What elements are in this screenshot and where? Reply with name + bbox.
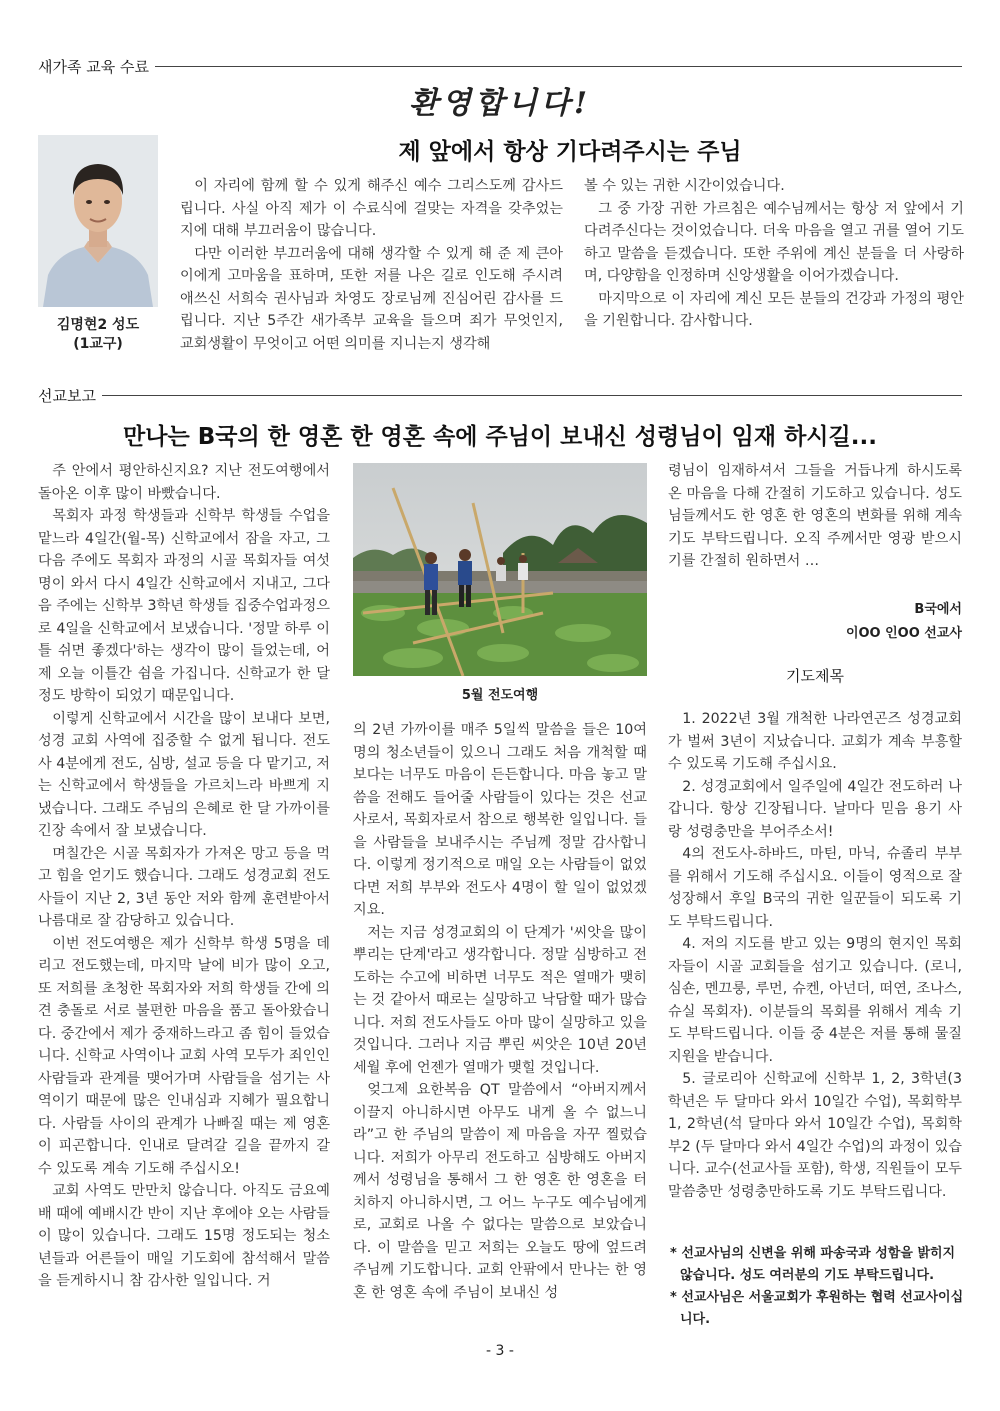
testimony-column-left bbox=[180, 175, 563, 355]
sign-names: 이OO 인OO 선교사 bbox=[845, 626, 962, 641]
paragraph: 마지막으로 이 자리에 계신 모든 분들의 건강과 가정의 평안을 기원합니다. 감사합니다. bbox=[584, 290, 964, 329]
paragraph: 이렇게 신학교에서 시간을 많이 보내다 보면, 성경 교회 사역에 집중할 수 없게 됩니다. 전도사 4분에게 전도, 심방, 설교 등을 다 맡기고, 저는 신학교에서 학생들을 가르치느라 바쁘게 지냈습니다. 그래도 주님의 은혜로 한 달 가까이를 긴장 속에서 잘 보냈습니다. bbox=[38, 710, 330, 839]
footnote: * 선교사님의 신변을 위해 파송국과 성함을 밝히지 않습니다. 성도 여러분의 기도 부탁드립니다. bbox=[670, 1246, 956, 1283]
paragraph: 교회 사역도 만만치 않습니다. 아직도 금요예배 때에 예배시간 반이 지난 후에야 오는 사람들이 많이 있습니다. 그래도 15명 정도되는 청소년들과 어른들이 매일 기도회에 참석해서 말씀을 듣게하시니 참 감사한 일입니다. 거 bbox=[38, 1183, 330, 1289]
paragraph: 엊그제 요한복음 QT 말씀에서 “아버지께서 이끌지 아니하시면 아무도 내게 올 수 없느니라”고 한 주님의 말씀이 제 마음을 자꾸 찔렀습니다. 저희가 아무리 전도하고 심방해도 아버지께서 성령님을 통해서 그 한 영혼 한 영혼을 터치하지 아니하시면, 그 어느 누구도 예수님에게로, 교회로 나올 수 없다는 말씀으로 보았습니다. 이 말씀을 믿고 저희는 오늘도 땅에 엎드려 주님께 기도합니다. 교회 안팎에서 만나는 한 영혼 한 영혼 속에 주님이 보내신 성 bbox=[353, 1082, 647, 1301]
section-label: 선교보고 bbox=[38, 386, 96, 405]
prayer-item: 4의 전도사-하바드, 마틴, 마닉, 슈졸리 부부를 위해서 기도해 주십시요. 이들이 영적으로 잘 성장해서 후일 B국의 귀한 일꾼들이 되도록 기도 부탁드립니다. bbox=[668, 846, 962, 930]
mission-column-1 bbox=[38, 460, 330, 1293]
mission-column-2 bbox=[353, 719, 647, 1304]
portrait-photo bbox=[38, 135, 158, 307]
paragraph: 의 2년 가까이를 매주 5일씩 말씀을 들은 10여명의 청소년들이 있으니 그래도 처음 개척할 때보다는 너무도 마음이 든든합니다. 마음 놓고 말씀을 전해도 들어줄 사람들이 있다는 것은 선교사로서, 목회자로서 참으로 행복한 일입니다. 들을 사람들을 보내주시는 주님께 정말 감사합니다. 이렇게 정기적으로 매일 오는 사람들이 없었다면 저희 부부와 전도사 4명이 할 일이 없었겠지요. bbox=[353, 722, 647, 918]
member-name: 김명현2 성도 bbox=[56, 317, 140, 333]
prayer-item: 4. 저의 지도를 받고 있는 9명의 현지인 목회자들이 시골 교회들을 섬기고 있습니다. (로니, 심숀, 멘끄룽, 루먼, 슈켄, 아넌더, 떠연, 조나스, 슈실 목회자). 이분들의 목회를 위해서 계속 기도 부탁드립니다. 이들 중 4분은 저를 통해 물질 지원을 받습니다. bbox=[668, 936, 962, 1065]
prayer-requests-list bbox=[668, 708, 962, 1203]
portrait-caption bbox=[28, 316, 168, 354]
paragraph: 며칠간은 시골 목회자가 가져온 망고 등을 먹고 힘을 얻기도 했습니다. 그래도 성경교회 전도사들이 지난 2, 3년 동안 저와 함께 훈련받아서 나름대로 잘 감당하고 있습니다. bbox=[38, 845, 330, 929]
testimony-title: 제 앞에서 항상 기다려주시는 주님 bbox=[398, 139, 742, 165]
welcome-heading: 환영합니다! bbox=[408, 86, 592, 121]
section-divider bbox=[102, 395, 962, 396]
paragraph: 이 자리에 함께 할 수 있게 해주신 예수 그리스도께 감사드립니다. 사실 아직 제가 이 수료식에 걸맞는 자격을 갖추었는지에 대해 부끄러움이 많습니다. bbox=[180, 178, 563, 239]
mission-column-3 bbox=[668, 460, 962, 573]
paragraph: 목회자 과정 학생들과 신학부 학생들 수업을 맡느라 4일간(월-목) 신학교에서 잠을 자고, 그다음 주에도 목회자 과정의 시골 목회자들 여섯 명이 와서 다시 4일간 신학교에서 지내고, 그다음 주에는 신학부 3학년 학생들 집중수업과정으로 4일을 신학교에서 보냈습니다. '정말 하루 이틀 쉬면 좋겠다'하는 생각이 많이 들었는데, 어제 오늘 이틀간 쉼을 가집니다. 신학교가 한 달 정도 방학이 되었기 때문입니다. bbox=[38, 508, 330, 704]
prayer-requests-heading: 기도제목 bbox=[786, 667, 844, 685]
footnote: * 선교사님은 서울교회가 후원하는 협력 선교사이십니다. bbox=[670, 1290, 964, 1327]
paragraph: 령님이 임재하셔서 그들을 거듭나게 하시도록 온 마음을 다해 간절히 기도하고 있습니다. 성도님들께서도 한 영혼 한 영혼의 변화를 위해 계속 기도 부탁드립니다. 오직 주께서만 영광 받으시기를 간절히 원하면서 … bbox=[668, 463, 962, 569]
photo-caption: 5월 전도여행 bbox=[461, 688, 539, 703]
paragraph: 이번 전도여행은 제가 신학부 학생 5명을 데리고 전도했는데, 마지막 날에 비가 많이 오고, 또 저희를 초청한 목회자와 저희 학생들 간에 의견 충돌로 서로 불편한 마음을 품고 돌아왔습니다. 중간에서 제가 중재하느라고 좀 힘이 들었습니다. 신학교 사역이나 교회 사역 모두가 죄인인 사람들과 관계를 맺어가며 사람들을 섬기는 사역이기 때문에 많은 인내심과 지혜가 필요합니다. 사람들 사이의 관계가 나빠질 때는 제 영혼이 피곤합니다. 인내로 달려갈 길을 끝까지 갈 수 있도록 계속 기도해 주십시오! bbox=[38, 935, 330, 1177]
paragraph: 그 중 가장 귀한 가르침은 예수님께서는 항상 저 앞에서 기다려주신다는 것이었습니다. 더욱 마음을 열고 귀를 열어 기도하고 말씀을 듣겠습니다. 또한 주위에 계신 분들을 더 사랑하며, 다양함을 인정하며 신앙생활을 이어가겠습니다. bbox=[584, 200, 964, 284]
mission-trip-photo bbox=[353, 463, 647, 676]
section-header-mission bbox=[38, 383, 962, 407]
footnotes bbox=[668, 1243, 964, 1331]
sign-place: B국에서 bbox=[914, 602, 962, 617]
section-label: 새가족 교육 수료 bbox=[38, 57, 149, 76]
paragraph: 다만 이러한 부끄러움에 대해 생각할 수 있게 해 준 제 큰아이에게 고마움을 표하며, 또한 저를 나은 길로 인도해 주시려 애쓰신 서희숙 권사님과 차영도 장로님께 진심어린 감사를 드립니다. 지난 5주간 새가족부 교육을 들으며 죄가 무엇인지, 교회생활이 무엇이고 어떤 의미를 지니는지 생각해 bbox=[180, 245, 563, 352]
paragraph: 저는 지금 성경교회의 이 단계가 '씨앗을 많이 뿌리는 단계'라고 생각합니다. 정말 심방하고 전도하는 수고에 비하면 너무도 적은 열매가 맺히는 것 같아서 때로는 실망하고 낙담할 때가 많습니다. 저희 전도사들도 아마 많이 실망하고 있을 것입니다. 그러나 지금 뿌린 씨앗은 10년 20년 세월 후에 언젠가 열매가 맺힐 것입니다. bbox=[353, 924, 647, 1076]
section-header-new-family bbox=[38, 54, 962, 78]
member-group: (1교구) bbox=[73, 336, 123, 352]
page-number: - 3 - bbox=[486, 1343, 514, 1359]
paragraph: 볼 수 있는 귀한 시간이었습니다. bbox=[584, 178, 785, 194]
section-divider bbox=[155, 66, 962, 67]
testimony-column-right bbox=[584, 175, 964, 333]
prayer-item: 2. 성경교회에서 일주일에 4일간 전도하러 나갑니다. 항상 긴장됩니다. 날마다 믿음 용기 사랑 성령충만을 부어주소서! bbox=[668, 778, 962, 840]
prayer-item: 5. 글로리아 신학교에 신학부 1, 2, 3학년(3학년은 두 달마다 와서 10일간 수업), 목회학부 1, 2학년(석 달마다 와서 10일간 수업), 목회학부2 (두 달마다 와서 4일간 수업)의 과정이 있습니다. 교수(선교사들 포함), 학생, 직원들이 모두 말씀충만 성령충만하도록 기도 부탁드립니다. bbox=[668, 1071, 962, 1200]
mission-report-title: 만나는 B국의 한 영혼 한 영혼 속에 주님이 보내신 성령님이 임재 하시길... bbox=[123, 424, 877, 450]
paragraph: 주 안에서 평안하신지요? 지난 전도여행에서 돌아온 이후 많이 바빴습니다. bbox=[38, 463, 330, 502]
prayer-item: 1. 2022년 3월 개척한 나라연곤즈 성경교회가 벌써 3년이 지났습니다. 교회가 계속 부흥할 수 있도록 기도해 주십시요. bbox=[668, 711, 962, 772]
